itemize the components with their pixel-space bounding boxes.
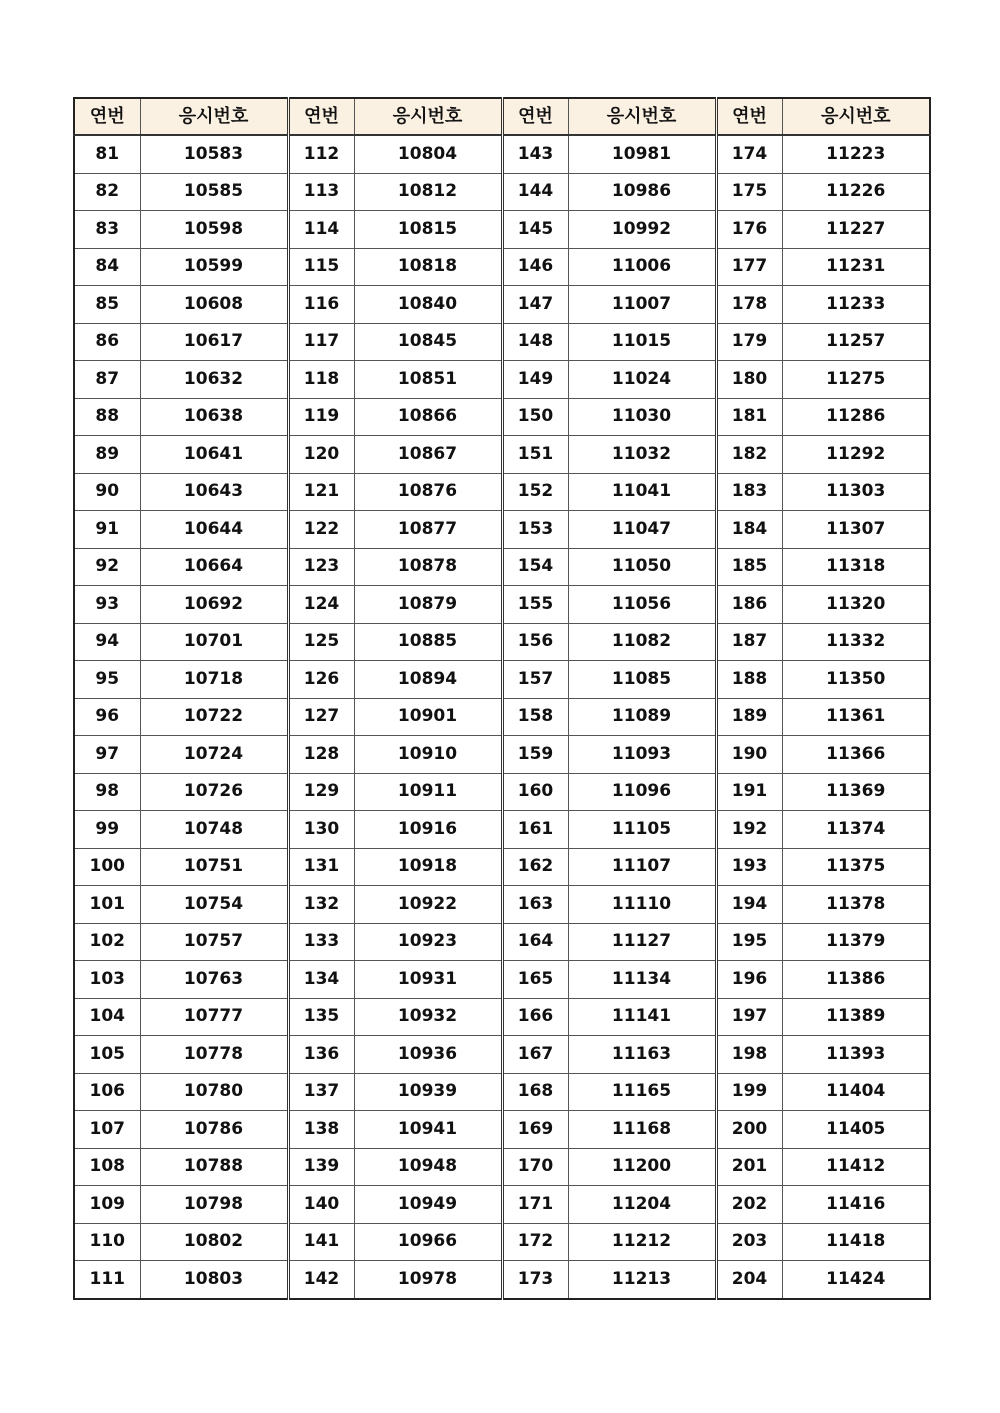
cell-seq: 200: [716, 1111, 782, 1149]
table-row: [74, 1073, 930, 1111]
cell-exam-no: 10802: [140, 1223, 288, 1261]
header-row: [74, 98, 930, 135]
cell-seq: 172: [502, 1223, 568, 1261]
cell-exam-no: 11318: [782, 548, 930, 586]
cell-exam-no: 11231: [782, 248, 930, 286]
table-row: [74, 323, 930, 361]
cell-exam-no: 10754: [140, 886, 288, 924]
table-row: [74, 511, 930, 549]
cell-exam-no: 10692: [140, 586, 288, 624]
cell-seq: 179: [716, 323, 782, 361]
cell-exam-no: 10911: [354, 773, 502, 811]
cell-exam-no: 10585: [140, 173, 288, 211]
cell-seq: 202: [716, 1186, 782, 1224]
cell-seq: 102: [74, 923, 140, 961]
cell-seq: 160: [502, 773, 568, 811]
cell-exam-no: 11416: [782, 1186, 930, 1224]
cell-seq: 166: [502, 998, 568, 1036]
cell-exam-no: 11085: [568, 661, 716, 699]
cell-seq: 164: [502, 923, 568, 961]
cell-exam-no: 11374: [782, 811, 930, 849]
table-row: [74, 361, 930, 399]
cell-seq: 129: [288, 773, 354, 811]
cell-exam-no: 10599: [140, 248, 288, 286]
table-row: [74, 436, 930, 474]
cell-seq: 95: [74, 661, 140, 699]
cell-seq: 158: [502, 698, 568, 736]
cell-seq: 85: [74, 286, 140, 324]
cell-seq: 163: [502, 886, 568, 924]
cell-exam-no: 10948: [354, 1148, 502, 1186]
cell-seq: 139: [288, 1148, 354, 1186]
cell-exam-no: 10876: [354, 473, 502, 511]
cell-exam-no: 10879: [354, 586, 502, 624]
cell-seq: 91: [74, 511, 140, 549]
cell-seq: 103: [74, 961, 140, 999]
cell-seq: 175: [716, 173, 782, 211]
cell-exam-no: 11127: [568, 923, 716, 961]
table-row: [74, 623, 930, 661]
cell-exam-no: 10941: [354, 1111, 502, 1149]
cell-exam-no: 10632: [140, 361, 288, 399]
cell-seq: 101: [74, 886, 140, 924]
cell-seq: 104: [74, 998, 140, 1036]
cell-seq: 195: [716, 923, 782, 961]
cell-exam-no: 10840: [354, 286, 502, 324]
cell-seq: 196: [716, 961, 782, 999]
cell-seq: 84: [74, 248, 140, 286]
table-row: [74, 1148, 930, 1186]
cell-seq: 127: [288, 698, 354, 736]
cell-exam-no: 10608: [140, 286, 288, 324]
table-row: [74, 473, 930, 511]
table-row: [74, 286, 930, 324]
cell-exam-no: 10701: [140, 623, 288, 661]
cell-seq: 167: [502, 1036, 568, 1074]
cell-seq: 115: [288, 248, 354, 286]
cell-seq: 150: [502, 398, 568, 436]
cell-seq: 154: [502, 548, 568, 586]
cell-exam-no: 10786: [140, 1111, 288, 1149]
cell-seq: 199: [716, 1073, 782, 1111]
cell-seq: 169: [502, 1111, 568, 1149]
cell-exam-no: 10981: [568, 135, 716, 173]
table-row: [74, 1111, 930, 1149]
cell-seq: 140: [288, 1186, 354, 1224]
cell-exam-no: 11204: [568, 1186, 716, 1224]
cell-seq: 131: [288, 848, 354, 886]
cell-seq: 146: [502, 248, 568, 286]
cell-exam-no: 10724: [140, 736, 288, 774]
cell-exam-no: 10867: [354, 436, 502, 474]
cell-seq: 130: [288, 811, 354, 849]
cell-exam-no: 11089: [568, 698, 716, 736]
cell-seq: 149: [502, 361, 568, 399]
cell-seq: 161: [502, 811, 568, 849]
cell-exam-no: 11350: [782, 661, 930, 699]
cell-exam-no: 10798: [140, 1186, 288, 1224]
cell-exam-no: 10757: [140, 923, 288, 961]
cell-exam-no: 11223: [782, 135, 930, 173]
cell-seq: 112: [288, 135, 354, 173]
cell-seq: 122: [288, 511, 354, 549]
cell-seq: 177: [716, 248, 782, 286]
cell-seq: 182: [716, 436, 782, 474]
cell-exam-no: 10818: [354, 248, 502, 286]
cell-exam-no: 11226: [782, 173, 930, 211]
cell-seq: 89: [74, 436, 140, 474]
table-row: [74, 548, 930, 586]
cell-seq: 171: [502, 1186, 568, 1224]
cell-seq: 197: [716, 998, 782, 1036]
cell-exam-no: 11168: [568, 1111, 716, 1149]
table-row: [74, 661, 930, 699]
cell-exam-no: 11379: [782, 923, 930, 961]
cell-exam-no: 10992: [568, 211, 716, 249]
cell-seq: 82: [74, 173, 140, 211]
cell-exam-no: 11032: [568, 436, 716, 474]
cell-seq: 152: [502, 473, 568, 511]
cell-seq: 120: [288, 436, 354, 474]
cell-exam-no: 11110: [568, 886, 716, 924]
cell-seq: 178: [716, 286, 782, 324]
header-seq: 연번: [502, 98, 568, 135]
cell-exam-no: 10877: [354, 511, 502, 549]
cell-exam-no: 10643: [140, 473, 288, 511]
cell-exam-no: 10804: [354, 135, 502, 173]
cell-exam-no: 11007: [568, 286, 716, 324]
cell-exam-no: 10878: [354, 548, 502, 586]
cell-exam-no: 10894: [354, 661, 502, 699]
cell-exam-no: 10583: [140, 135, 288, 173]
cell-seq: 90: [74, 473, 140, 511]
cell-exam-no: 11030: [568, 398, 716, 436]
cell-seq: 143: [502, 135, 568, 173]
header-exam-no: 응시번호: [354, 98, 502, 135]
cell-seq: 134: [288, 961, 354, 999]
table-row: [74, 586, 930, 624]
cell-seq: 111: [74, 1261, 140, 1299]
cell-seq: 203: [716, 1223, 782, 1261]
cell-exam-no: 10726: [140, 773, 288, 811]
cell-seq: 176: [716, 211, 782, 249]
cell-seq: 107: [74, 1111, 140, 1149]
cell-seq: 118: [288, 361, 354, 399]
cell-exam-no: 11041: [568, 473, 716, 511]
cell-exam-no: 10923: [354, 923, 502, 961]
cell-seq: 86: [74, 323, 140, 361]
cell-seq: 110: [74, 1223, 140, 1261]
header-exam-no: 응시번호: [140, 98, 288, 135]
cell-exam-no: 11286: [782, 398, 930, 436]
cell-exam-no: 10722: [140, 698, 288, 736]
table-row: [74, 736, 930, 774]
cell-seq: 198: [716, 1036, 782, 1074]
table-row: [74, 698, 930, 736]
cell-seq: 189: [716, 698, 782, 736]
cell-seq: 191: [716, 773, 782, 811]
cell-seq: 137: [288, 1073, 354, 1111]
cell-seq: 151: [502, 436, 568, 474]
header-seq: 연번: [716, 98, 782, 135]
cell-seq: 121: [288, 473, 354, 511]
cell-seq: 116: [288, 286, 354, 324]
cell-seq: 123: [288, 548, 354, 586]
cell-exam-no: 11050: [568, 548, 716, 586]
cell-seq: 99: [74, 811, 140, 849]
cell-seq: 135: [288, 998, 354, 1036]
cell-seq: 109: [74, 1186, 140, 1224]
cell-seq: 105: [74, 1036, 140, 1074]
cell-seq: 184: [716, 511, 782, 549]
cell-seq: 88: [74, 398, 140, 436]
cell-seq: 96: [74, 698, 140, 736]
cell-exam-no: 11015: [568, 323, 716, 361]
cell-exam-no: 10638: [140, 398, 288, 436]
cell-exam-no: 11369: [782, 773, 930, 811]
cell-exam-no: 11332: [782, 623, 930, 661]
cell-exam-no: 11257: [782, 323, 930, 361]
cell-exam-no: 11165: [568, 1073, 716, 1111]
table-row: [74, 1261, 930, 1299]
cell-seq: 142: [288, 1261, 354, 1299]
cell-seq: 192: [716, 811, 782, 849]
cell-exam-no: 11375: [782, 848, 930, 886]
cell-exam-no: 10845: [354, 323, 502, 361]
cell-seq: 188: [716, 661, 782, 699]
table-row: [74, 398, 930, 436]
cell-seq: 170: [502, 1148, 568, 1186]
cell-seq: 117: [288, 323, 354, 361]
cell-seq: 94: [74, 623, 140, 661]
table-row: [74, 811, 930, 849]
table-row: [74, 961, 930, 999]
table-row: [74, 248, 930, 286]
cell-exam-no: 10751: [140, 848, 288, 886]
cell-seq: 187: [716, 623, 782, 661]
cell-exam-no: 11424: [782, 1261, 930, 1299]
cell-seq: 186: [716, 586, 782, 624]
cell-exam-no: 10931: [354, 961, 502, 999]
cell-seq: 201: [716, 1148, 782, 1186]
cell-exam-no: 11227: [782, 211, 930, 249]
roster-table-container: [73, 97, 929, 1300]
cell-seq: 145: [502, 211, 568, 249]
cell-exam-no: 11366: [782, 736, 930, 774]
cell-seq: 141: [288, 1223, 354, 1261]
cell-exam-no: 10644: [140, 511, 288, 549]
cell-seq: 83: [74, 211, 140, 249]
cell-exam-no: 11093: [568, 736, 716, 774]
cell-exam-no: 10777: [140, 998, 288, 1036]
cell-seq: 157: [502, 661, 568, 699]
cell-seq: 173: [502, 1261, 568, 1299]
table-row: [74, 998, 930, 1036]
cell-exam-no: 11393: [782, 1036, 930, 1074]
table-row: [74, 848, 930, 886]
cell-exam-no: 11134: [568, 961, 716, 999]
table-row: [74, 1186, 930, 1224]
cell-seq: 156: [502, 623, 568, 661]
cell-seq: 162: [502, 848, 568, 886]
cell-exam-no: 11212: [568, 1223, 716, 1261]
cell-exam-no: 11412: [782, 1148, 930, 1186]
cell-exam-no: 11233: [782, 286, 930, 324]
cell-seq: 148: [502, 323, 568, 361]
cell-seq: 133: [288, 923, 354, 961]
cell-exam-no: 11107: [568, 848, 716, 886]
cell-seq: 194: [716, 886, 782, 924]
header-exam-no: 응시번호: [782, 98, 930, 135]
cell-exam-no: 10885: [354, 623, 502, 661]
cell-seq: 126: [288, 661, 354, 699]
cell-seq: 128: [288, 736, 354, 774]
cell-exam-no: 10916: [354, 811, 502, 849]
cell-exam-no: 10763: [140, 961, 288, 999]
table-row: [74, 773, 930, 811]
cell-seq: 93: [74, 586, 140, 624]
cell-seq: 108: [74, 1148, 140, 1186]
cell-seq: 183: [716, 473, 782, 511]
cell-exam-no: 11200: [568, 1148, 716, 1186]
cell-exam-no: 10812: [354, 173, 502, 211]
cell-seq: 113: [288, 173, 354, 211]
cell-exam-no: 11303: [782, 473, 930, 511]
cell-exam-no: 11418: [782, 1223, 930, 1261]
cell-exam-no: 11213: [568, 1261, 716, 1299]
cell-exam-no: 11056: [568, 586, 716, 624]
cell-seq: 125: [288, 623, 354, 661]
cell-seq: 136: [288, 1036, 354, 1074]
cell-exam-no: 10901: [354, 698, 502, 736]
cell-exam-no: 10936: [354, 1036, 502, 1074]
cell-exam-no: 10641: [140, 436, 288, 474]
cell-exam-no: 10978: [354, 1261, 502, 1299]
table-row: [74, 1036, 930, 1074]
cell-exam-no: 10598: [140, 211, 288, 249]
cell-seq: 159: [502, 736, 568, 774]
cell-exam-no: 10788: [140, 1148, 288, 1186]
cell-exam-no: 11378: [782, 886, 930, 924]
table-row: [74, 211, 930, 249]
cell-exam-no: 11292: [782, 436, 930, 474]
header-exam-no: 응시번호: [568, 98, 716, 135]
cell-exam-no: 11386: [782, 961, 930, 999]
cell-seq: 87: [74, 361, 140, 399]
cell-exam-no: 10986: [568, 173, 716, 211]
cell-exam-no: 11105: [568, 811, 716, 849]
table-row: [74, 923, 930, 961]
cell-seq: 124: [288, 586, 354, 624]
cell-seq: 97: [74, 736, 140, 774]
cell-seq: 153: [502, 511, 568, 549]
cell-exam-no: 11405: [782, 1111, 930, 1149]
header-seq: 연번: [74, 98, 140, 135]
cell-exam-no: 10803: [140, 1261, 288, 1299]
table-row: [74, 886, 930, 924]
cell-exam-no: 10949: [354, 1186, 502, 1224]
cell-exam-no: 11096: [568, 773, 716, 811]
cell-exam-no: 11141: [568, 998, 716, 1036]
cell-seq: 81: [74, 135, 140, 173]
cell-seq: 119: [288, 398, 354, 436]
table-row: [74, 1223, 930, 1261]
cell-seq: 92: [74, 548, 140, 586]
cell-seq: 204: [716, 1261, 782, 1299]
cell-exam-no: 10617: [140, 323, 288, 361]
cell-exam-no: 11389: [782, 998, 930, 1036]
cell-exam-no: 11047: [568, 511, 716, 549]
cell-exam-no: 10922: [354, 886, 502, 924]
cell-seq: 174: [716, 135, 782, 173]
cell-exam-no: 11275: [782, 361, 930, 399]
cell-seq: 138: [288, 1111, 354, 1149]
cell-exam-no: 10966: [354, 1223, 502, 1261]
table-body: [74, 135, 930, 1299]
cell-exam-no: 11320: [782, 586, 930, 624]
cell-exam-no: 10778: [140, 1036, 288, 1074]
cell-seq: 193: [716, 848, 782, 886]
cell-seq: 190: [716, 736, 782, 774]
header-seq: 연번: [288, 98, 354, 135]
cell-exam-no: 11404: [782, 1073, 930, 1111]
cell-seq: 147: [502, 286, 568, 324]
cell-exam-no: 10866: [354, 398, 502, 436]
cell-exam-no: 11163: [568, 1036, 716, 1074]
cell-exam-no: 11361: [782, 698, 930, 736]
cell-seq: 132: [288, 886, 354, 924]
cell-exam-no: 11024: [568, 361, 716, 399]
cell-exam-no: 11307: [782, 511, 930, 549]
cell-exam-no: 10748: [140, 811, 288, 849]
cell-exam-no: 11082: [568, 623, 716, 661]
cell-seq: 168: [502, 1073, 568, 1111]
table-row: [74, 173, 930, 211]
cell-exam-no: 10780: [140, 1073, 288, 1111]
cell-seq: 106: [74, 1073, 140, 1111]
cell-exam-no: 10939: [354, 1073, 502, 1111]
cell-exam-no: 10918: [354, 848, 502, 886]
cell-seq: 155: [502, 586, 568, 624]
exam-number-table: [73, 97, 931, 1300]
cell-seq: 185: [716, 548, 782, 586]
cell-seq: 114: [288, 211, 354, 249]
cell-seq: 181: [716, 398, 782, 436]
cell-exam-no: 10932: [354, 998, 502, 1036]
table-row: [74, 135, 930, 173]
cell-seq: 100: [74, 848, 140, 886]
cell-seq: 144: [502, 173, 568, 211]
cell-exam-no: 10910: [354, 736, 502, 774]
cell-seq: 98: [74, 773, 140, 811]
cell-exam-no: 11006: [568, 248, 716, 286]
cell-exam-no: 10851: [354, 361, 502, 399]
cell-seq: 180: [716, 361, 782, 399]
cell-exam-no: 10718: [140, 661, 288, 699]
cell-exam-no: 10815: [354, 211, 502, 249]
cell-seq: 165: [502, 961, 568, 999]
cell-exam-no: 10664: [140, 548, 288, 586]
